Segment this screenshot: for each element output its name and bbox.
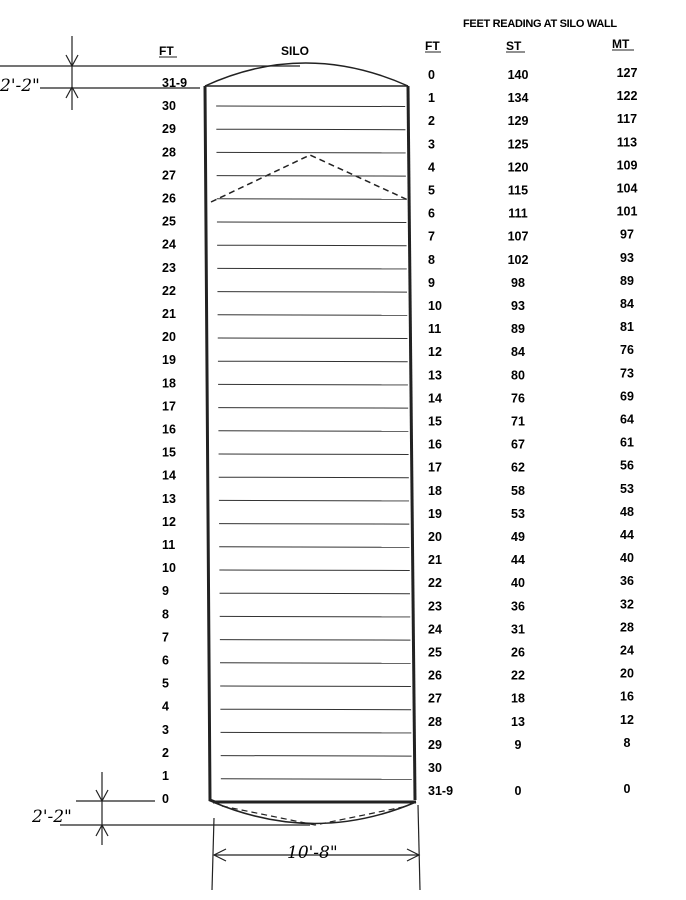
level-line — [218, 384, 408, 385]
left-scale-label: 20 — [162, 330, 176, 345]
st-cell: 129 — [507, 114, 529, 129]
left-scale-label: 15 — [162, 445, 176, 460]
left-ft-header: FT — [159, 44, 174, 58]
st-cell: 125 — [507, 137, 529, 152]
ft-cell: 17 — [428, 460, 442, 475]
mt-cell: 12 — [620, 712, 634, 727]
left-scale-label: 12 — [162, 514, 176, 529]
level-line — [220, 593, 410, 594]
diameter-dimension: 10'-8" — [287, 843, 338, 863]
mt-cell: 36 — [620, 574, 634, 589]
mt-cell: 73 — [620, 366, 634, 381]
left-scale-label: 4 — [162, 699, 169, 714]
level-line — [216, 106, 405, 107]
mt-cell: 117 — [616, 112, 638, 127]
mt-cell: 109 — [616, 158, 638, 173]
left-scale-label: 3 — [162, 722, 169, 737]
level-line — [218, 338, 408, 339]
ft-cell: 24 — [428, 622, 442, 637]
mt-cell: 113 — [616, 135, 638, 150]
level-line — [216, 129, 405, 130]
st-header: ST — [506, 39, 522, 53]
mt-cell: 101 — [616, 204, 638, 219]
ft-cell: 28 — [428, 714, 442, 729]
left-scale-label: 25 — [162, 214, 176, 229]
mt-cell: 61 — [620, 435, 634, 450]
level-line — [218, 315, 408, 316]
table-title: FEET READING AT SILO WALL — [463, 18, 617, 30]
level-line — [217, 292, 407, 293]
ft-cell: 2 — [428, 114, 435, 129]
level-line — [218, 431, 408, 432]
ft-cell: 22 — [428, 576, 442, 591]
mt-cell: 97 — [620, 227, 634, 242]
level-line — [216, 152, 405, 153]
mt-cell: 56 — [620, 458, 634, 473]
mt-cell: 93 — [620, 250, 634, 265]
level-line — [220, 663, 411, 664]
ft-cell: 12 — [428, 345, 442, 360]
ft-cell: 15 — [428, 414, 442, 429]
ft-cell: 6 — [428, 206, 435, 221]
level-line — [219, 570, 409, 571]
ft-cell: 25 — [428, 645, 442, 660]
left-scale-label: 29 — [162, 122, 176, 137]
left-scale-label: 9 — [162, 584, 169, 599]
mt-cell: 44 — [620, 528, 634, 542]
left-scale-label: 2 — [162, 745, 169, 760]
bottom-cone-dimension: 2'-2" — [32, 807, 72, 827]
mt-cell: 0 — [623, 782, 631, 797]
mt-header: MT — [612, 37, 630, 51]
ft-cell: 31-9 — [428, 784, 454, 799]
left-scale-label: 1 — [162, 769, 169, 783]
left-scale-label: 27 — [162, 168, 176, 183]
st-cell: 84 — [511, 345, 525, 360]
left-scale-label: 6 — [162, 653, 169, 668]
mt-cell: 40 — [620, 551, 634, 566]
ft-cell: 11 — [428, 322, 442, 337]
left-scale-label: 26 — [162, 191, 176, 206]
ft-cell: 7 — [428, 229, 435, 244]
silo-body — [205, 63, 416, 825]
level-line — [219, 500, 409, 501]
level-line — [221, 732, 412, 733]
st-cell: 111 — [508, 206, 528, 221]
ft-cell: 14 — [428, 391, 442, 406]
level-line — [220, 686, 411, 687]
ft-cell: 9 — [428, 275, 435, 290]
level-line — [217, 245, 406, 246]
st-cell: 18 — [511, 691, 525, 706]
st-cell: 40 — [511, 576, 525, 591]
mt-cell: 89 — [620, 273, 634, 288]
mt-cell: 48 — [620, 504, 634, 519]
mt-cell: 84 — [620, 297, 634, 311]
left-scale — [162, 76, 187, 806]
st-cell: 62 — [511, 460, 525, 475]
st-cell: 80 — [511, 368, 525, 383]
mt-cell: 127 — [616, 66, 638, 80]
st-cell: 115 — [507, 183, 529, 198]
ft-cell: 4 — [428, 160, 435, 175]
left-scale-label: 17 — [162, 399, 176, 414]
silo-right-wall — [408, 86, 415, 800]
level-line — [218, 408, 408, 409]
left-scale-label: 31-9 — [162, 76, 188, 90]
ft-cell: 16 — [428, 437, 442, 452]
ft-cell: 26 — [428, 668, 442, 683]
st-cell: 13 — [511, 714, 525, 729]
mt-cell: 20 — [620, 666, 634, 681]
st-cell: 49 — [511, 530, 525, 544]
level-line — [217, 268, 407, 269]
ft-cell: 1 — [428, 91, 435, 106]
fill-cone-dashed — [211, 155, 408, 202]
top-dimension — [0, 36, 300, 110]
mt-cell: 24 — [620, 643, 634, 658]
st-cell: 89 — [511, 322, 525, 337]
mt-cell: 122 — [616, 89, 638, 104]
left-scale-label: 8 — [162, 607, 169, 622]
ft-cell: 10 — [428, 299, 442, 313]
level-line — [217, 199, 406, 200]
st-cell: 102 — [507, 252, 529, 267]
level-line — [221, 756, 412, 757]
st-cell: 71 — [511, 414, 525, 429]
level-line — [219, 547, 409, 548]
ft-cell: 0 — [428, 68, 435, 82]
mt-cell: 8 — [623, 735, 631, 750]
level-line — [219, 477, 409, 478]
top-cone-dimension: 2'-2" — [0, 76, 40, 96]
level-line — [220, 616, 410, 617]
ft-cell: 30 — [428, 761, 442, 775]
right-ft-header: FT — [425, 39, 440, 53]
ft-cell: 29 — [428, 737, 442, 752]
st-cell: 98 — [511, 275, 525, 290]
level-line — [217, 222, 406, 223]
silo-level-lines — [216, 106, 412, 779]
level-line — [217, 176, 406, 177]
mt-cell: 76 — [620, 343, 634, 358]
ft-cell: 21 — [428, 553, 442, 568]
left-scale-label: 13 — [162, 491, 176, 506]
ft-cell: 27 — [428, 691, 442, 706]
st-cell: 53 — [511, 506, 525, 521]
level-line — [218, 361, 408, 362]
mt-cell: 64 — [620, 412, 634, 427]
bottom-dimension — [60, 772, 310, 845]
silo-left-wall — [205, 86, 215, 802]
left-scale-label: 11 — [162, 538, 176, 552]
mt-cell: 81 — [620, 320, 634, 335]
st-cell: 76 — [511, 391, 525, 406]
st-cell: 140 — [507, 68, 529, 82]
st-cell: 107 — [507, 229, 529, 244]
level-line — [219, 524, 409, 525]
mt-cell: 69 — [620, 389, 634, 404]
silo-header: SILO — [281, 44, 310, 58]
silo-bottom-cap — [213, 802, 416, 824]
left-scale-label: 28 — [162, 145, 176, 160]
st-cell: 36 — [511, 599, 525, 614]
ft-cell: 8 — [428, 252, 435, 267]
st-cell: 0 — [514, 784, 522, 799]
level-line — [220, 709, 411, 710]
ft-cell: 23 — [428, 599, 442, 614]
left-scale-label: 22 — [162, 283, 176, 298]
left-scale-label: 0 — [162, 792, 169, 807]
st-cell: 58 — [511, 483, 525, 498]
ft-cell: 19 — [428, 506, 442, 521]
left-scale-label: 23 — [162, 260, 176, 275]
left-scale-label: 24 — [162, 237, 176, 252]
level-line — [219, 454, 409, 455]
left-scale-label: 19 — [162, 353, 176, 368]
st-cell: 31 — [511, 622, 525, 637]
st-cell: 26 — [511, 645, 525, 660]
st-cell: 134 — [507, 91, 529, 106]
st-cell: 44 — [511, 553, 525, 568]
left-scale-label: 16 — [162, 422, 176, 437]
left-scale-label: 14 — [162, 468, 176, 483]
ft-cell: 20 — [428, 530, 442, 544]
readings-table — [428, 66, 637, 798]
mt-cell: 104 — [616, 181, 638, 196]
left-scale-label: 21 — [162, 307, 176, 321]
left-scale-label: 18 — [162, 376, 176, 391]
ft-cell: 3 — [428, 137, 435, 152]
left-scale-label: 5 — [162, 676, 169, 691]
level-line — [221, 779, 412, 780]
st-cell: 9 — [514, 737, 522, 752]
left-scale-label: 30 — [162, 99, 176, 114]
mt-cell: 53 — [620, 481, 634, 496]
ft-cell: 5 — [428, 183, 435, 198]
ft-cell: 18 — [428, 483, 442, 498]
mt-cell: 16 — [620, 689, 634, 704]
ft-cell: 13 — [428, 368, 442, 383]
st-cell: 120 — [507, 160, 529, 175]
left-scale-label: 7 — [162, 630, 169, 645]
left-scale-label: 10 — [162, 561, 176, 576]
st-cell: 93 — [511, 299, 525, 313]
st-cell: 22 — [511, 668, 525, 683]
level-line — [220, 640, 411, 641]
mt-cell: 28 — [620, 620, 634, 635]
mt-cell: 32 — [620, 597, 634, 612]
st-cell: 67 — [511, 437, 525, 452]
